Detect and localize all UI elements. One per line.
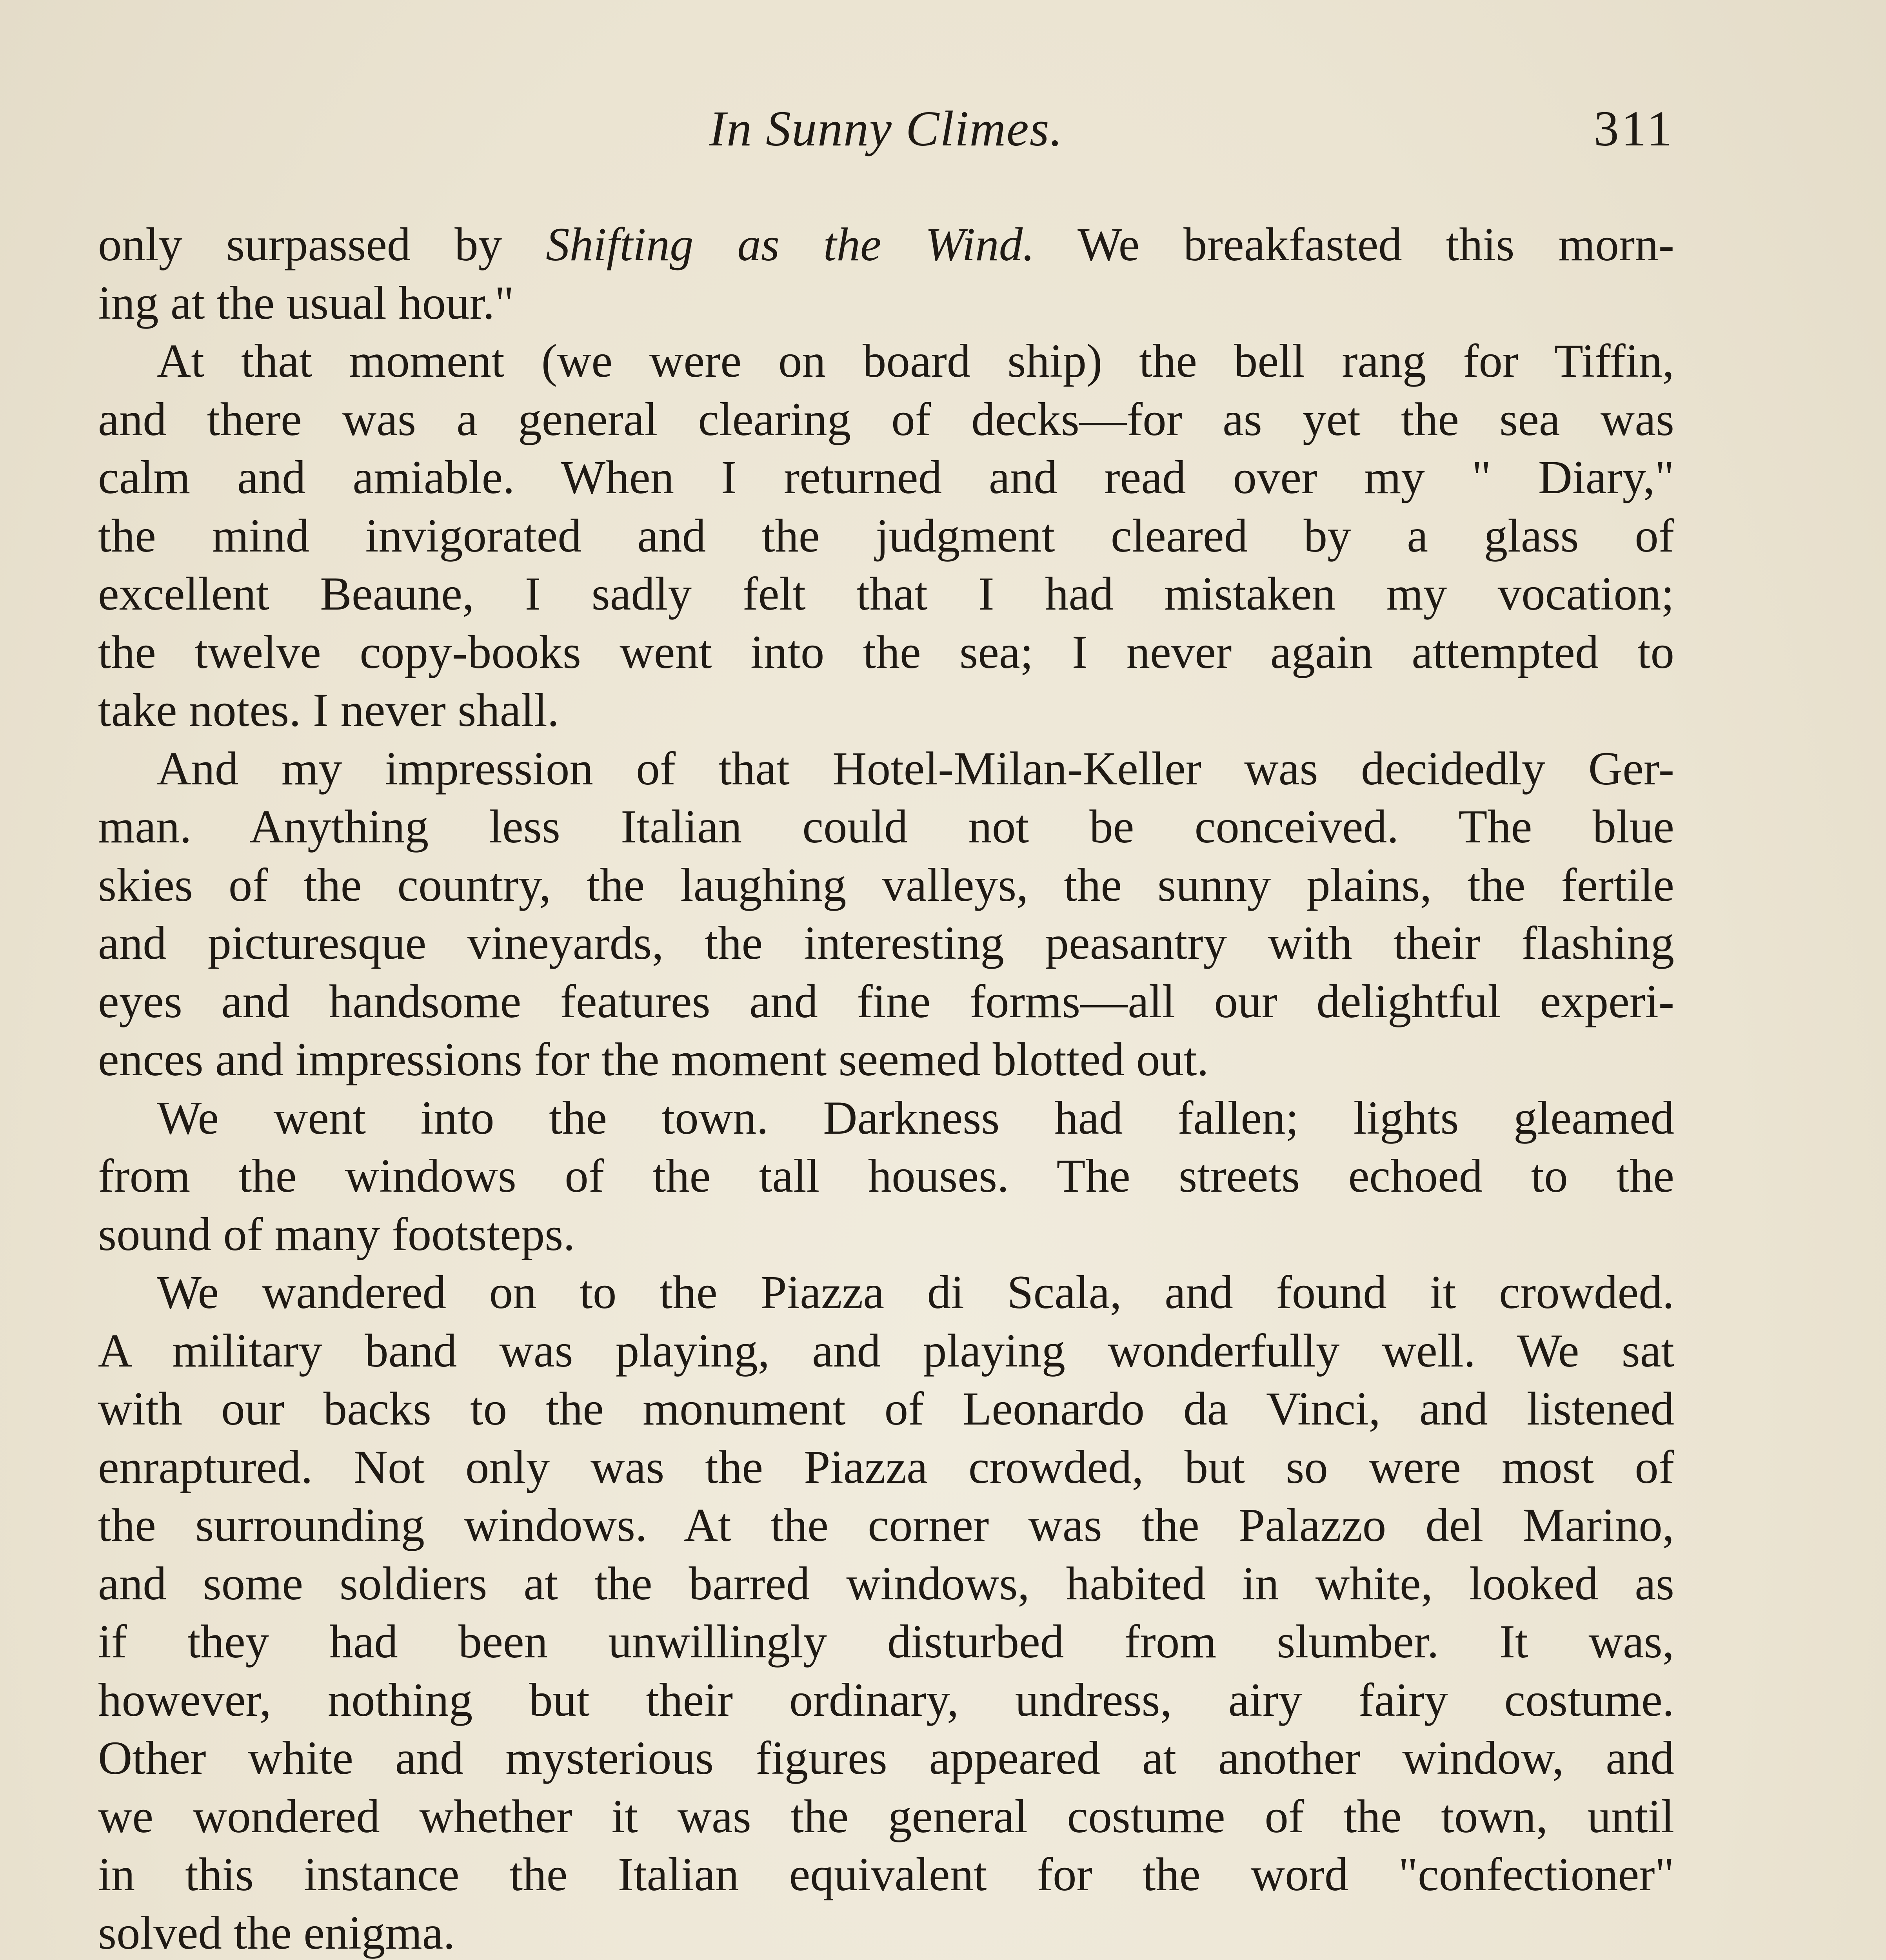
text-line: ences and impressions for the moment seemed blotted out. [98,1033,1209,1086]
text-line: A military band was playing, and playing wonderfully well. We sat [98,1324,1674,1377]
text-line: man. Anything less Italian could not be conceived. The blue [98,800,1674,853]
text-line: We wandered on to the Piazza di Scala, and found it crowded. [157,1266,1674,1319]
text-line: enraptured. Not only was the Piazza crowded, but so were most of [98,1441,1674,1494]
running-head [98,100,1674,167]
text-line: if they had been unwillingly disturbed from slumber. It was, [98,1615,1674,1668]
text-line: from the windows of the tall houses. The streets echoed to the [98,1150,1674,1202]
text-line: and picturesque vineyards, the interesting peasantry with their flashing [98,917,1674,969]
text-line: only surpassed by Shifting as the Wind. We breakfasted this morn- [98,218,1674,271]
text-line: take notes. I never shall. [98,684,559,737]
text-line: We went into the town. Darkness had fallen; lights gleamed [157,1091,1674,1144]
body-text [98,216,1674,1960]
page-number: 311 [1593,101,1674,156]
text-line: the surrounding windows. At the corner was the Palazzo del Marino, [98,1499,1674,1552]
text-line: At that moment (we were on board ship) the bell rang for Tiffin, [157,335,1674,387]
text-line: And my impression of that Hotel-Milan-Keller was decidedly Ger- [157,742,1674,795]
text-line: solved the enigma. [98,1906,455,1959]
text-line: calm and amiable. When I returned and read over my " Diary," [98,451,1674,504]
running-title: In Sunny Climes. [709,101,1063,156]
text-line: we wondered whether it was the general costume of the town, until [98,1790,1674,1843]
text-line: sound of many footsteps. [98,1208,575,1261]
text-line: Other white and mysterious figures appeared at another window, and [98,1732,1674,1784]
text-line: eyes and handsome features and fine forms—all our delightful experi- [98,975,1674,1028]
text-line: and there was a general clearing of decks—for as yet the sea was [98,393,1674,446]
text-line: the twelve copy-books went into the sea; I never again attempted to [98,626,1674,679]
text-line: ing at the usual hour." [98,276,514,329]
text-line: in this instance the Italian equivalent for the word "confectioner" [98,1848,1674,1901]
text-line: excellent Beaune, I sadly felt that I had mistaken my vocation; [98,568,1674,620]
text-line: and some soldiers at the barred windows, habited in white, looked as [98,1557,1674,1610]
text-line: however, nothing but their ordinary, undress, airy fairy costume. [98,1673,1674,1726]
text-line: skies of the country, the laughing valleys, the sunny plains, the fertile [98,858,1674,911]
text-line: the mind invigorated and the judgment cleared by a glass of [98,509,1674,562]
text-line: with our backs to the monument of Leonardo da Vinci, and listened [98,1383,1674,1435]
